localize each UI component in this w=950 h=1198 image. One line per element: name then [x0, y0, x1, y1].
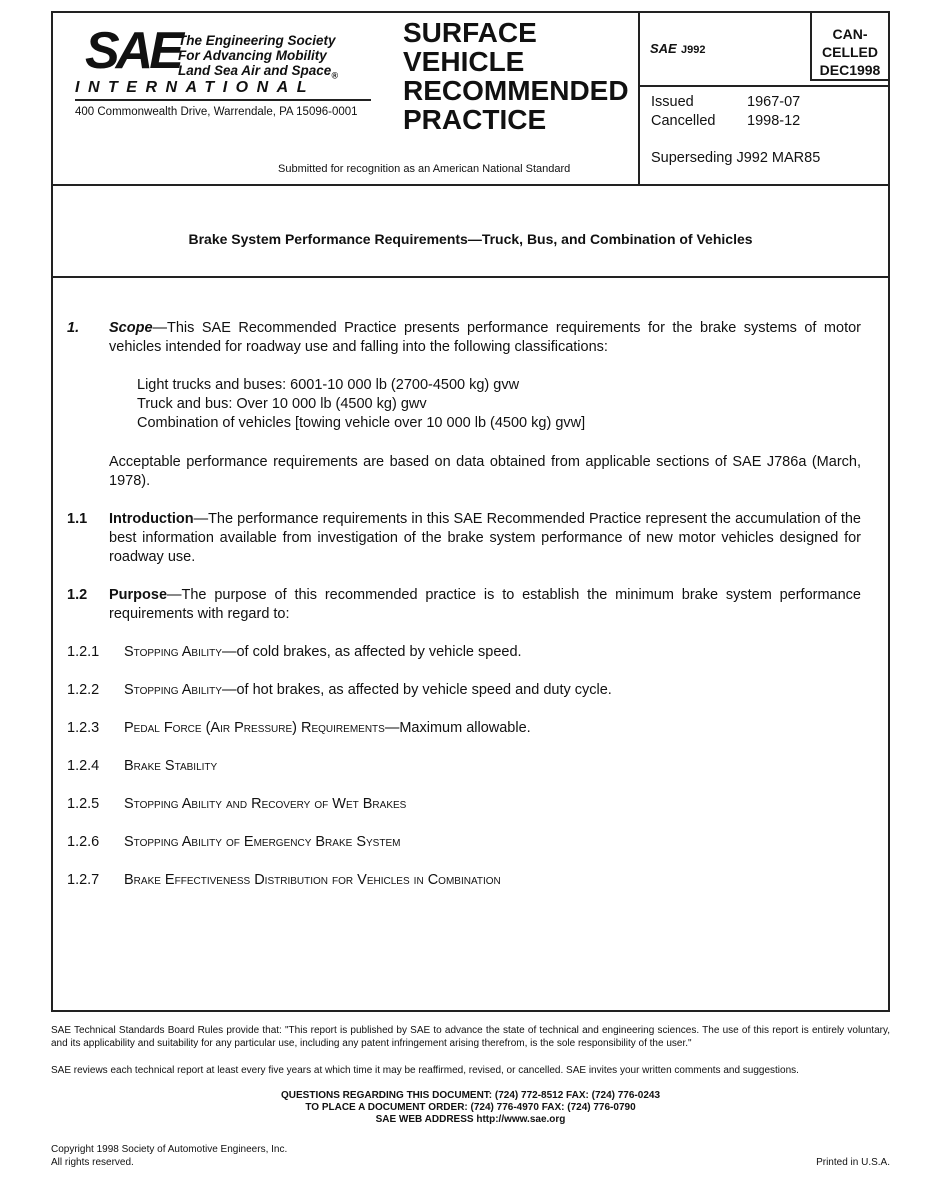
web-address-line: SAE WEB ADDRESS http://www.sae.org: [375, 1114, 566, 1125]
section-number: 1.: [67, 320, 80, 336]
document-header: [53, 13, 888, 186]
sae-logo: SAE: [85, 22, 180, 80]
contact-info: [51, 1090, 890, 1126]
ansi-submission-note: Submitted for recognition as an American National Standard: [278, 163, 571, 175]
address: 400 Commonwealth Drive, Warrendale, PA 15096-0001: [75, 106, 358, 118]
document-type: SURFACE VEHICLE RECOMMENDED PRACTICE: [403, 17, 629, 135]
subsection-item: Brake Stability: [124, 758, 218, 774]
list-item: Truck and bus: Over 10 000 lb (4500 kg) gwv: [137, 396, 427, 412]
tsb-rules-note: SAE Technical Standards Board Rules provide that: "This report is published by SAE to advance the state of technical and engineering sciences. The use of this report is entirely voluntary, and its applicability and suitability for any particular use, including any patent infringement arising therefrom, is the sole responsibility of the user.": [51, 1025, 890, 1049]
subsection-item: Stopping Ability—of cold brakes, as affected by vehicle speed.: [124, 644, 522, 660]
list-item: Combination of vehicles [towing vehicle over 10 000 lb (4500 kg) gvw]: [137, 415, 586, 431]
subsection-number: 1.2.4: [67, 758, 100, 774]
subsection-number: 1.2.1: [67, 644, 100, 660]
date-divider: [638, 85, 888, 87]
section-introduction: Introduction—The performance requirements in this SAE Recommended Practice represent the accumulation of the best information available from investigation of the brake system performance of new motor vehicles designed for roadway use.: [109, 511, 861, 565]
subsection-number: 1.2.6: [67, 834, 100, 850]
section-purpose: Purpose—The purpose of this recommended practice is to establish the minimum brake system performance requirements with regard to:: [109, 587, 861, 622]
wordmark-underline: [75, 99, 371, 101]
subsection-number: 1.2.3: [67, 720, 100, 736]
subsection-item: Stopping Ability—of hot brakes, as affected by vehicle speed and duty cycle.: [124, 682, 612, 698]
section-number: 1.1: [67, 511, 88, 527]
subsection-number: 1.2.5: [67, 796, 100, 812]
questions-line: QUESTIONS REGARDING THIS DOCUMENT: (724) 772-8512 FAX: (724) 776-0243: [281, 1090, 660, 1101]
international-wordmark: INTERNATIONAL: [75, 79, 315, 96]
order-line: TO PLACE A DOCUMENT ORDER: (724) 776-4970 FAX: (724) 776-0790: [305, 1102, 636, 1113]
document-title: Brake System Performance Requirements—Truck, Bus, and Combination of Vehicles: [188, 231, 753, 247]
subsection-number: 1.2.7: [67, 872, 100, 888]
society-tagline: The Engineering Society For Advancing Mobility Land Sea Air and Space$_®$: [178, 33, 338, 81]
section-scope: Scope—This SAE Recommended Practice presents performance requirements for the brake systems of motor vehicles intended for roadway use and falling into the following classifications:: [109, 320, 861, 355]
section-number: 1.2: [67, 587, 88, 603]
header-divider: [638, 13, 640, 184]
subsection-item: Stopping Ability and Recovery of Wet Brakes: [124, 796, 407, 812]
subsection-item: Stopping Ability of Emergency Brake System: [124, 834, 401, 850]
printed-in: Printed in U.S.A.: [816, 1157, 890, 1168]
classification-list: [137, 376, 837, 433]
sae-mini-logo: SAE: [650, 41, 677, 56]
scope-note: Acceptable performance requirements are based on data obtained from applicable sections of SAE J786a (March, 1978).: [109, 454, 861, 489]
copyright: Copyright 1998 Society of Automotive Engineers, Inc. All rights reserved.: [51, 1144, 288, 1168]
document-sheet: [51, 11, 890, 1012]
subsection-item: Pedal Force (Air Pressure) Requirements—Maximum allowable.: [124, 720, 531, 736]
cancelled-stamp: CAN- CELLED DEC1998: [810, 13, 888, 81]
review-note: SAE reviews each technical report at least every five years at which time it may be reaffirmed, revised, or cancelled. SAE invites your written comments and suggestions.: [51, 1065, 799, 1076]
superseding-note: Superseding J992 MAR85: [651, 150, 821, 166]
list-item: Light trucks and buses: 6001-10 000 lb (2700-4500 kg) gvw: [137, 377, 520, 393]
document-dates: Issued 1967-07 Cancelled 1998-12: [651, 94, 801, 129]
subsection-item: Brake Effectiveness Distribution for Vehicles in Combination: [124, 872, 501, 888]
title-band: [53, 186, 888, 278]
document-number: J992: [681, 44, 706, 56]
subsection-number: 1.2.2: [67, 682, 100, 698]
